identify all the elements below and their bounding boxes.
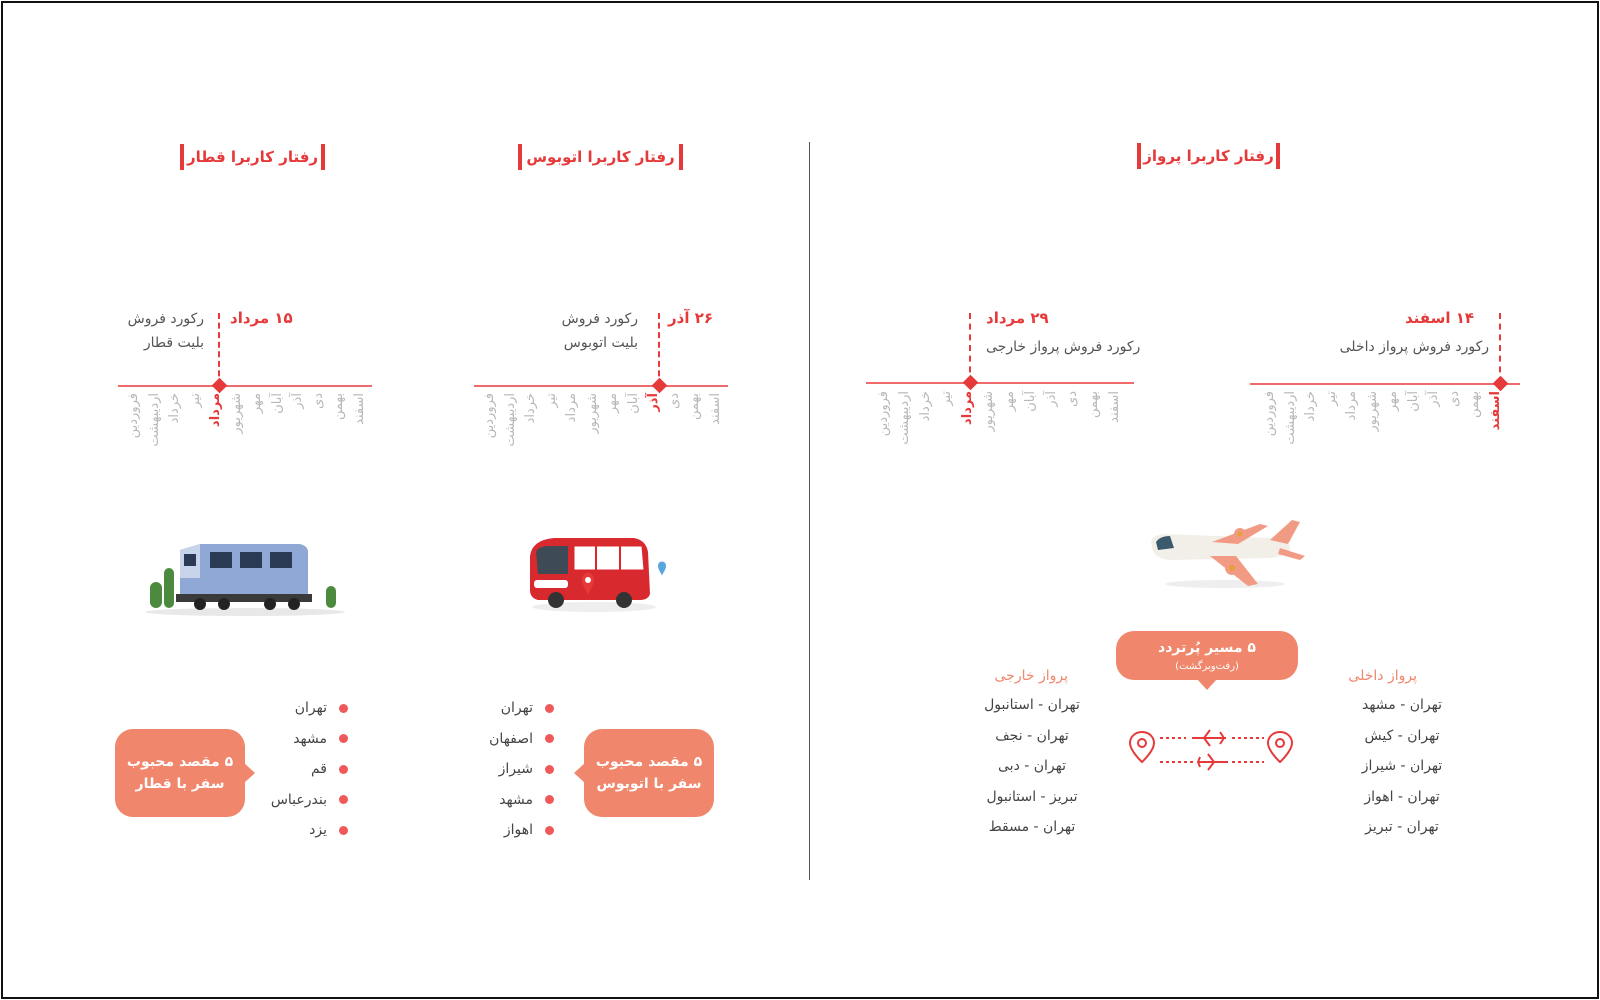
month-label: آذر — [646, 393, 661, 412]
month-label: تیر — [939, 391, 954, 406]
bullet-dot — [545, 734, 554, 743]
record-note-line2: بلیت قطار — [143, 335, 204, 351]
month-label: شهریور — [229, 393, 244, 434]
month-label: آذر — [1426, 391, 1441, 407]
list-item-label: مشهد — [293, 730, 327, 747]
timeline-axis — [866, 382, 1134, 384]
bubble-title: ۵ مسیر پُرتردد — [1158, 639, 1256, 656]
list-item-label: تهران - تبریز — [1365, 819, 1439, 835]
train-timeline — [118, 305, 372, 445]
month-label: دی — [1065, 391, 1080, 407]
timeline-axis — [474, 385, 728, 387]
section-divider — [809, 142, 810, 880]
foreign-flight-heading: پرواز خارجی — [994, 668, 1068, 684]
month-label: آبان — [626, 393, 641, 414]
month-label: مرداد — [960, 391, 975, 425]
list-item-label: قم — [310, 761, 327, 778]
popular-routes-bubble — [1116, 631, 1298, 680]
list-item-label: مشهد — [499, 791, 533, 808]
timeline-marker — [969, 313, 971, 383]
bullet-dot — [545, 765, 554, 774]
bullet-dot — [545, 795, 554, 804]
timeline-marker — [658, 313, 660, 386]
month-label: فروردین — [482, 393, 497, 439]
list-item — [240, 815, 348, 846]
list-item — [1332, 758, 1472, 789]
list-item-label: تهران - اهواز — [1364, 788, 1440, 805]
bus-icon — [524, 534, 674, 614]
timeline-axis — [1250, 383, 1520, 385]
timeline-dot — [212, 378, 228, 394]
list-item-label: تهران - مشهد — [1362, 697, 1442, 713]
train-destinations-list — [240, 693, 348, 846]
list-item-label: تهران - استانبول — [984, 697, 1080, 713]
month-label: اردیبهشت — [1283, 391, 1298, 445]
flight-domestic-timeline — [1250, 305, 1520, 445]
month-label: اسفند — [708, 393, 723, 425]
month-label: شهریور — [981, 391, 996, 432]
list-item — [440, 693, 554, 724]
bubble-title: ۵ مقصد محبوب — [595, 754, 703, 770]
bubble-subtitle: (رفت‌وبرگشت) — [1175, 660, 1239, 672]
month-label: مهر — [249, 393, 264, 414]
flight-foreign-timeline — [866, 305, 1141, 445]
timeline-marker — [218, 313, 220, 386]
list-item-label: تهران - دبی — [998, 758, 1066, 774]
record-date: ۱۵ مرداد — [230, 309, 293, 327]
month-label: تیر — [544, 393, 559, 408]
bus-section-title: رفتار کاربرا اتوبوس — [518, 142, 683, 172]
list-item — [962, 789, 1102, 820]
month-label: فروردین — [126, 393, 141, 439]
domestic-routes-list — [1332, 697, 1472, 850]
list-item — [962, 758, 1102, 789]
month-label: آذر — [1044, 391, 1059, 407]
month-label: بهمن — [687, 393, 702, 421]
month-label: تیر — [1324, 391, 1339, 406]
list-item-label: اصفهان — [489, 730, 533, 747]
record-date: ۱۴ اسفند — [1404, 309, 1474, 327]
month-label: فروردین — [1262, 391, 1277, 437]
month-label: دی — [1447, 391, 1462, 407]
train-popular-bubble — [115, 729, 245, 817]
list-item — [1332, 697, 1472, 728]
month-label: تیر — [188, 393, 203, 408]
month-axis — [1262, 391, 1502, 451]
list-item-label: تهران — [294, 700, 327, 717]
month-label: شهریور — [585, 393, 600, 434]
routes-icon — [1128, 726, 1294, 774]
timeline-dot — [963, 375, 979, 391]
bus-destinations-list — [440, 693, 554, 846]
list-item — [240, 693, 348, 724]
list-item-label: بندرعباس — [270, 791, 327, 808]
list-item-label: تهران - مسقط — [988, 819, 1076, 835]
list-item-label: تهران — [500, 700, 533, 717]
month-label: بهمن — [1086, 391, 1101, 419]
list-item — [440, 724, 554, 755]
month-label: دی — [667, 393, 682, 409]
month-axis — [126, 393, 366, 453]
list-item — [240, 724, 348, 755]
bullet-dot — [545, 704, 554, 713]
list-item — [962, 697, 1102, 728]
record-date: ۲۶ آذر — [668, 309, 714, 327]
list-item — [440, 785, 554, 816]
month-label: اردیبهشت — [897, 391, 912, 445]
month-label: بهمن — [331, 393, 346, 421]
bullet-dot — [339, 734, 348, 743]
record-note: رکورد فروش پرواز داخلی — [1339, 339, 1489, 355]
month-label: مرداد — [208, 393, 223, 427]
flight-section-title: رفتار کاربرا پرواز — [1137, 141, 1280, 171]
month-label: مرداد — [564, 393, 579, 423]
list-item — [1332, 789, 1472, 820]
airplane-icon — [1140, 518, 1310, 590]
month-label: خرداد — [523, 393, 538, 424]
list-item — [962, 819, 1102, 850]
month-label: بهمن — [1467, 391, 1482, 419]
timeline-dot — [1493, 376, 1509, 392]
list-item-label: یزد — [309, 822, 327, 839]
list-item — [1332, 819, 1472, 850]
list-item-label: تبریز - استانبول — [986, 788, 1078, 805]
train-section-title: رفتار کاربرا قطار — [180, 142, 325, 172]
record-note-line2: بلیت اتوبوس — [563, 335, 638, 351]
bubble-title: ۵ مقصد محبوب — [126, 754, 234, 770]
month-label: فروردین — [876, 391, 891, 437]
month-label: اسفند — [1488, 391, 1503, 431]
foreign-routes-list — [962, 697, 1102, 850]
month-label: مرداد — [1344, 391, 1359, 421]
record-note: رکورد فروش پرواز خارجی — [986, 339, 1141, 355]
month-label: خرداد — [918, 391, 933, 422]
month-label: مهر — [605, 393, 620, 414]
month-axis — [876, 391, 1121, 451]
month-label: خرداد — [167, 393, 182, 424]
month-label: آبان — [1023, 391, 1038, 412]
bus-popular-bubble — [584, 729, 714, 817]
bullet-dot — [545, 826, 554, 835]
train-icon — [140, 538, 350, 618]
month-label: اردیبهشت — [147, 393, 162, 447]
bullet-dot — [339, 826, 348, 835]
month-label: اسفند — [1107, 391, 1122, 423]
list-item — [240, 754, 348, 785]
list-item — [440, 754, 554, 785]
month-label: اسفند — [352, 393, 367, 425]
list-item — [240, 785, 348, 816]
bullet-dot — [339, 795, 348, 804]
record-note-line1: رکورد فروش — [127, 311, 204, 327]
bullet-dot — [339, 765, 348, 774]
bullet-dot — [339, 704, 348, 713]
list-item — [1332, 728, 1472, 759]
timeline-dot — [652, 378, 668, 394]
list-item-label: اهواز — [503, 822, 533, 839]
month-label: شهریور — [1365, 391, 1380, 432]
month-axis — [482, 393, 722, 453]
list-item — [440, 815, 554, 846]
month-label: اردیبهشت — [503, 393, 518, 447]
record-note-line1: رکورد فروش — [561, 311, 638, 327]
bus-timeline — [474, 305, 728, 445]
timeline-marker — [1499, 313, 1501, 383]
month-label: خرداد — [1303, 391, 1318, 422]
timeline-axis — [118, 385, 372, 387]
list-item-label: تهران - کیش — [1364, 727, 1440, 744]
list-item-label: شیراز — [498, 761, 533, 778]
domestic-flight-heading: پرواز داخلی — [1348, 668, 1417, 684]
month-label: آذر — [290, 393, 305, 409]
list-item — [962, 728, 1102, 759]
month-label: مهر — [1385, 391, 1400, 412]
bubble-subtitle: سفر با اتوبوس — [596, 776, 702, 792]
month-label: مهر — [1002, 391, 1017, 412]
list-item-label: تهران - شیراز — [1361, 758, 1443, 774]
record-date: ۲۹ مرداد — [986, 309, 1049, 327]
list-item-label: تهران - نجف — [995, 727, 1069, 744]
month-label: آبان — [1406, 391, 1421, 412]
bubble-subtitle: سفر با قطار — [135, 776, 225, 792]
month-label: دی — [311, 393, 326, 409]
month-label: آبان — [270, 393, 285, 414]
